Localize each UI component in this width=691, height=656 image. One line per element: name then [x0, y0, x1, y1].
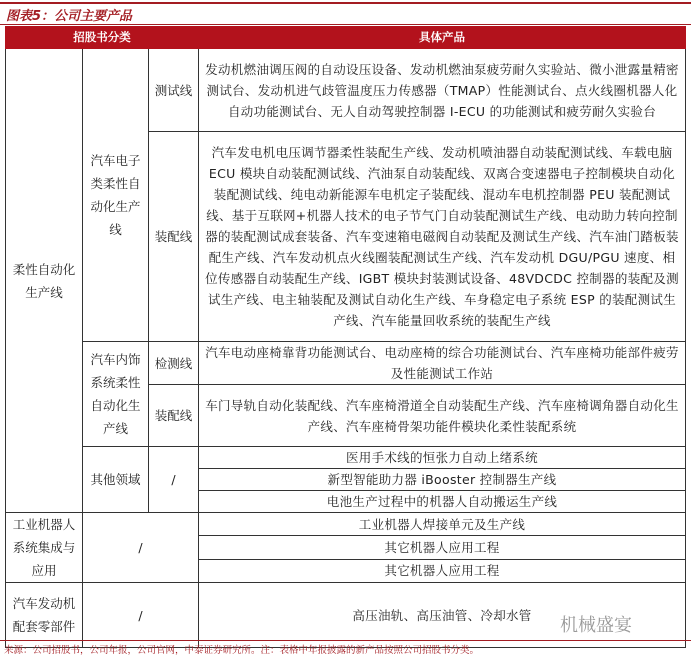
product-cell: 新型智能助力器 iBooster 控制器生产线 [199, 469, 686, 491]
product-cell: 电池生产过程中的机器人自动搬运生产线 [199, 491, 686, 513]
header-category: 招股书分类 [6, 27, 199, 49]
line-type: 检测线 [149, 342, 199, 385]
source-note: 来源：公司招股书，公司年报，公司官网，中泰证券研究所。注：表格中年报披露的新产品按照公司招股书分类。 [4, 645, 480, 656]
category-robot-integration: 工业机器人系统集成与应用 [6, 513, 83, 583]
header-products: 具体产品 [199, 27, 686, 49]
category-engine-parts: 汽车发动机配套零部件 [6, 583, 83, 648]
line-type: / [149, 447, 199, 513]
subcategory-interior: 汽车内饰系统柔性自动化生产线 [83, 342, 149, 447]
figure-title: 图表5：公司主要产品 [6, 9, 133, 24]
product-cell: 其它机器人应用工程 [199, 559, 686, 582]
product-cell: 车门导轨自动化装配线、汽车座椅滑道全自动装配生产线、汽车座椅调角器自动化生产线、汽车座椅骨架功能件模块化柔性装配系统 [199, 385, 686, 447]
table-row [6, 513, 686, 536]
product-cell: 医用手术线的恒张力自动上绪系统 [199, 447, 686, 469]
line-type: / [83, 583, 199, 648]
footer-rule [0, 640, 691, 641]
table-row [6, 447, 686, 469]
product-cell: 工业机器人焊接单元及生产线 [199, 513, 686, 536]
product-cell: 高压油轨、高压油管、冷却水管 [199, 583, 686, 648]
table-header [6, 27, 686, 49]
products-table [5, 26, 686, 648]
product-cell: 汽车发电机电压调节器柔性装配生产线、发动机喷油器自动装配测试线、车载电脑 ECU 模块自动装配测试线、汽油泵自动装配线、双离合变速器电子控制模块自动化装配测试线、纯电动新能源车电机定子装配线、混动车电机控制器 PEU 装配测试线、基于互联网+机器人技术的电子节气门自动装配测试生产线、电动助力转向控制器的装配测试成套装备、汽车变速箱电磁阀自动装配及测试生产线、汽车油门踏板装配生产线、汽车发动机点火线圈装配测试生产线、汽车发动机 DGU/PGU 速度、相位传感器自动装配生产线、IGBT 模块封装测试设备、48VDCDC 控制器的装配及测试生产线、电主轴装配及测试自动化生产线、车身稳定电子系统 ESP 的装配测试生产线、汽车能量回收系统的装配生产线 [199, 132, 686, 342]
category-flexible: 柔性自动化生产线 [6, 49, 83, 513]
subcategory-other: 其他领域 [83, 447, 149, 513]
product-cell: 汽车电动座椅靠背功能测试台、电动座椅的综合功能测试台、汽车座椅功能部件疲劳及性能测试工作站 [199, 342, 686, 385]
product-cell: 其它机器人应用工程 [199, 536, 686, 559]
line-type: 测试线 [149, 49, 199, 132]
product-cell: 发动机燃油调压阀的自动设压设备、发动机燃油泵疲劳耐久实验站、微小泄露量精密测试台、发动机进气歧管温度压力传感器（TMAP）性能测试台、点火线圈机器人化自动功能测试台、无人自动驾驶控制器 I-ECU 的功能测试和疲劳耐久实验台 [199, 49, 686, 132]
top-rule [0, 2, 691, 4]
subcategory-electronics: 汽车电子类柔性自动化生产线 [83, 49, 149, 342]
line-type: 装配线 [149, 132, 199, 342]
line-type: 装配线 [149, 385, 199, 447]
table-row [6, 49, 686, 132]
title-rule [0, 24, 691, 25]
watermark: 机械盛宴 [560, 615, 632, 636]
table-row [6, 342, 686, 385]
line-type: / [83, 513, 199, 583]
